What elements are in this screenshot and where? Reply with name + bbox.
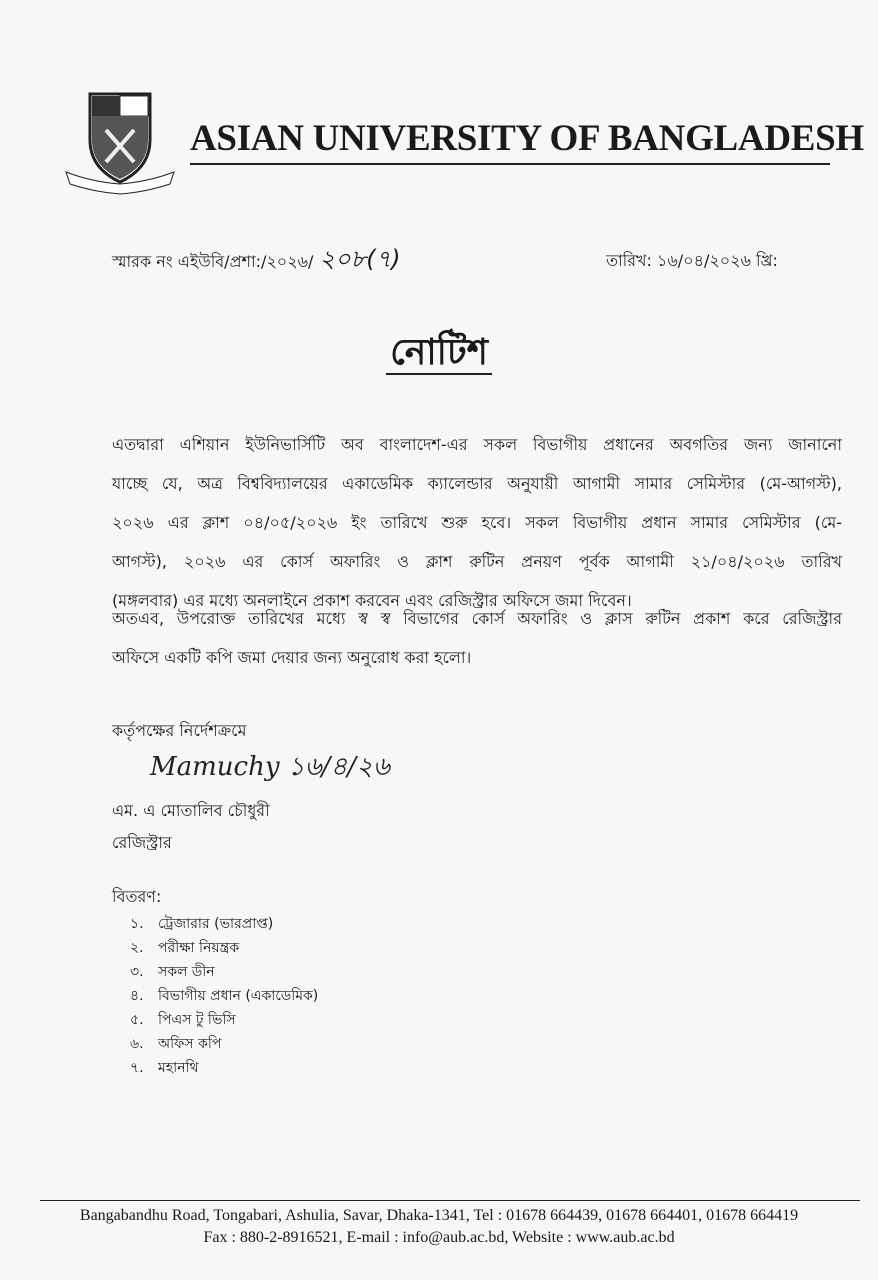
item-number: ৭. [130, 1060, 144, 1076]
notice-paragraph-2 [112, 604, 842, 682]
item-text: মহানথি [158, 1060, 199, 1076]
item-number: ২. [130, 940, 144, 956]
distribution-list [130, 912, 318, 1080]
footer-divider [40, 1200, 860, 1201]
university-logo [62, 90, 178, 195]
list-item [130, 912, 318, 936]
signatory-role: রেজিস্ট্রার [112, 833, 172, 852]
distribution-label: বিতরণ: [112, 887, 162, 906]
notice-date: তারিখ: ১৬/০৪/২০২৬ খ্রি: [606, 251, 778, 270]
memo-number [112, 244, 401, 277]
paragraph-line: যাচ্ছে যে, অত্র বিশ্ববিদ্যালয়ের একাডেমিক ক্যালেন্ডার অনুযায়ী আগামী সামার সেমিস্টার (মে-আগস্ট), [112, 474, 842, 493]
item-number: ৬. [130, 1036, 144, 1052]
notice-paragraph-1 [112, 430, 842, 625]
authority-order-line: কর্তৃপক্ষের নির্দেশক্রমে [112, 721, 247, 740]
university-name: ASIAN UNIVERSITY OF BANGLADESH [190, 118, 864, 159]
list-item [130, 1056, 318, 1080]
header-divider [190, 163, 830, 165]
paragraph-line: এতদ্বারা এশিয়ান ইউনিভার্সিটি অব বাংলাদেশ-এর সকল বিভাগীয় প্রধানের অবগতির জন্য জানানো [112, 435, 842, 454]
paragraph-line: অফিসে একটি কপি জমা দেয়ার জন্য অনুরোধ করা হলো। [112, 648, 472, 667]
list-item [130, 1008, 318, 1032]
item-text: পিএস টু ভিসি [158, 1012, 236, 1028]
item-number: ৪. [130, 988, 144, 1004]
paragraph-line: (মঙ্গলবার) এর মধ্যে অনলাইনে প্রকাশ করবেন এবং রেজিস্ট্রার অফিসে জমা দিবেন। [112, 591, 632, 610]
item-text: সকল ডীন [158, 964, 215, 980]
memo-handwritten-number: ২০৮(৭) [319, 245, 401, 273]
handwritten-signature: Mamuchy ১৬/৪/২৬ [150, 752, 390, 782]
item-number: ৫. [130, 1012, 144, 1028]
list-item [130, 936, 318, 960]
list-item [130, 1032, 318, 1056]
item-text: বিভাগীয় প্রধান (একাডেমিক) [158, 988, 319, 1004]
list-item [130, 984, 318, 1008]
item-text: পরীক্ষা নিয়ন্ত্রক [158, 940, 240, 956]
notice-title [0, 330, 878, 382]
footer-contact: Fax : 880-2-8916521, E-mail : info@aub.ac.bd, Website : www.aub.ac.bd [203, 1229, 675, 1246]
item-number: ১. [130, 916, 144, 932]
paragraph-line: আগস্ট), ২০২৬ এর কোর্স অফারিং ও ক্লাশ রুটিন প্রনয়ণ পূর্বক আগামী ২১/০৪/২০২৬ তারিখ [112, 552, 842, 571]
paragraph-line: অতএব, উপরোক্ত তারিখের মধ্যে স্ব স্ব বিভাগের কোর্স অফারিং ও ক্লাস রুটিন প্রকাশ করে রেজিস্ট্রার [112, 609, 842, 628]
memo-label: স্মারক নং এইউবি/প্রশা:/২০২৬/ [112, 252, 314, 271]
list-item [130, 960, 318, 984]
item-number: ৩. [130, 964, 144, 980]
item-text: ট্রেজারার (ভারপ্রাপ্ত) [158, 916, 274, 932]
footer-address: Bangabandhu Road, Tongabari, Ashulia, Savar, Dhaka-1341, Tel : 01678 664439, 01678 664401, 01678 664419 [79, 1207, 799, 1224]
signatory-name: এম. এ মোতালিব চৌধুরী [112, 801, 270, 820]
notice-title-text: নোটিশ [386, 332, 492, 375]
paragraph-line: ২০২৬ এর ক্লাশ ০৪/০৫/২০২৬ ইং তারিখে শুরু হবে। সকল বিভাগীয় প্রধান সামার সেমিস্টার (মে- [112, 513, 842, 532]
item-text: অফিস কপি [158, 1036, 222, 1052]
